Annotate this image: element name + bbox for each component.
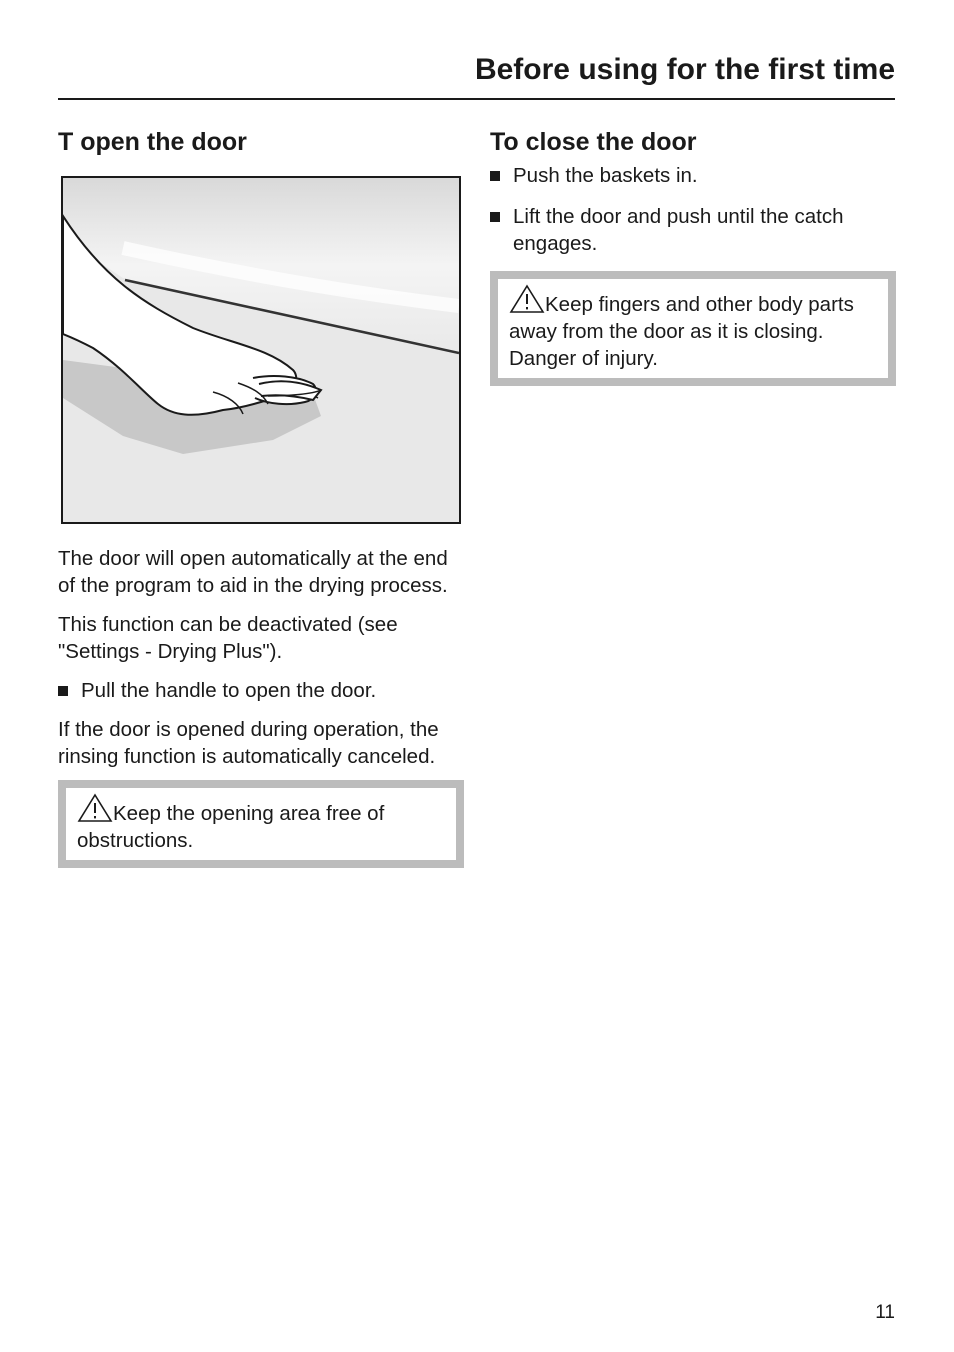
list-item (490, 162, 896, 189)
door-handle-illustration (61, 176, 461, 524)
close-door-column (490, 125, 896, 386)
close-door-heading: To close the door (490, 128, 697, 156)
deactivate-paragraph: This function can be deactivated (see "Settings - Drying Plus"). (58, 613, 398, 663)
warning-triangle-icon (77, 793, 113, 823)
list-item (58, 677, 464, 704)
open-door-heading: T open the door (58, 128, 247, 156)
warning-box (490, 271, 896, 386)
warning-text: Keep the opening area free of obstructions. (77, 802, 385, 852)
list-item-text: Pull the handle to open the door. (81, 679, 377, 702)
header-divider (58, 98, 895, 100)
operation-paragraph: If the door is opened during operation, the rinsing function is automatically canceled. (58, 718, 439, 768)
page-number: 11 (875, 1302, 895, 1323)
auto-open-paragraph: The door will open automatically at the end of the program to aid in the drying process. (58, 547, 448, 597)
list-item-text: Push the baskets in. (513, 164, 698, 187)
hand-pulling-door-handle-illustration (63, 178, 459, 522)
warning-text: Keep fingers and other body parts away from the door as it is closing. Danger of injury. (509, 293, 854, 370)
open-door-column (58, 125, 464, 868)
square-bullet-icon (58, 686, 68, 696)
page-title: Before using for the first time (474, 53, 895, 86)
warning-box (58, 780, 464, 868)
list-item-text: Lift the door and push until the catch engages. (513, 205, 844, 255)
square-bullet-icon (490, 212, 500, 222)
warning-triangle-icon (509, 284, 545, 314)
square-bullet-icon (490, 171, 500, 181)
list-item (490, 203, 896, 257)
